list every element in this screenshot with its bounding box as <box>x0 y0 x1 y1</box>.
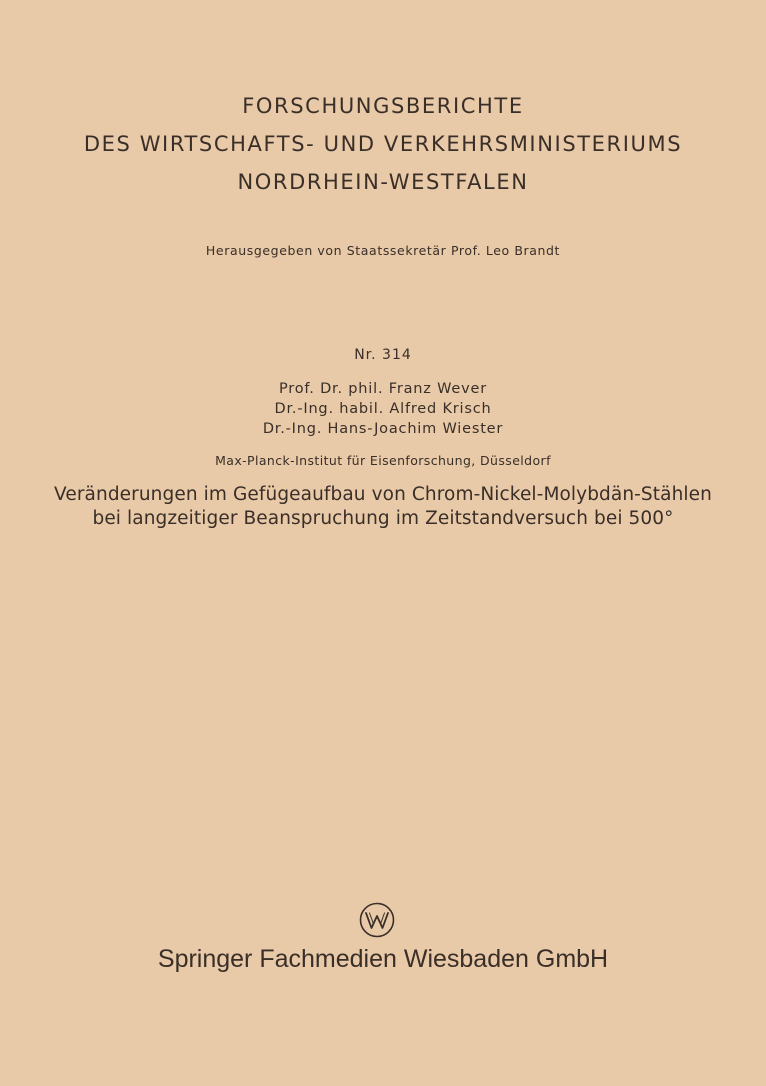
series-title-line-2: DES WIRTSCHAFTS- UND VERKEHRSMINISTERIUMS <box>83 132 683 156</box>
series-title-line-3: NORDRHEIN-WESTFALEN <box>237 170 529 194</box>
publisher-name: Springer Fachmedien Wiesbaden GmbH <box>157 945 609 973</box>
editor-line: Herausgegeben von Staatssekretär Prof. Leo Brandt <box>205 243 561 258</box>
author-1: Prof. Dr. phil. Franz Wever <box>279 381 487 397</box>
institute-line: Max-Planck-Institut für Eisenforschung, Düsseldorf <box>215 453 551 468</box>
springer-w-logo-icon <box>359 902 395 938</box>
author-2: Dr.-Ing. habil. Alfred Krisch <box>274 401 492 417</box>
author-3: Dr.-Ing. Hans-Joachim Wiester <box>262 421 504 437</box>
report-title-line-1: Veränderungen im Gefügeaufbau von Chrom-Nickel-Molybdän-Stählen <box>54 484 712 505</box>
series-title-line-1: FORSCHUNGSBERICHTE <box>242 94 524 118</box>
report-number: Nr. 314 <box>354 347 412 363</box>
report-title-line-2: bei langzeitiger Beanspruchung im Zeitstandversuch bei 500° <box>92 508 674 529</box>
